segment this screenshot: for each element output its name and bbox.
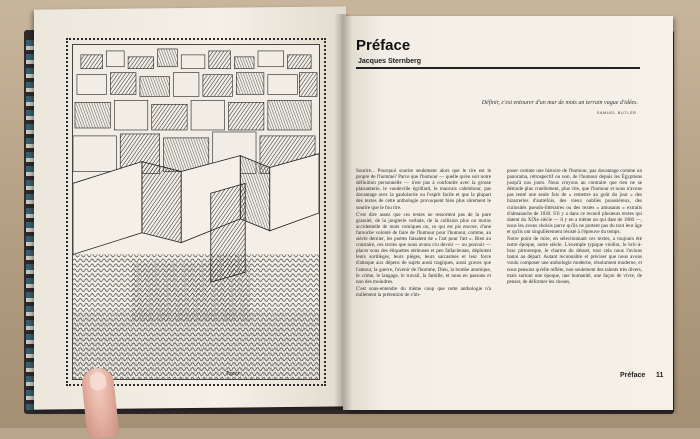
illustration <box>72 44 320 380</box>
text-column-right <box>507 168 642 286</box>
page-number: 11 <box>656 372 664 379</box>
paragraph: Notre point de mire, en sélectionnant ces textes, a toujours été notre époque, notre siècle. L'exemple typique vieillot, le bric-à-brac pittoresque, le charme du désuet, tout cela nous l'avions banni au départ. Autant reconnaître et préciser que nous avons voulu composer une anthologie moderne, résolument moderne, et nous pensons qu'elle reflète, non seulement des talents très divers, mais surtout une époque, une humanité, une façon de vivre, de penser, de déformer les choses, <box>507 236 642 285</box>
paragraph: C'est sous-entendre du même coup que cette anthologie n'a nullement la prétention de s'im- <box>356 285 491 298</box>
epigraph: Définir, c'est entourer d'un mur de mots un terrain vague d'idées. <box>481 100 638 106</box>
city-drawing <box>73 45 319 379</box>
paragraph: Sourire... Pourquoi sourire seulement alors que le rire est le propre de l'homme? Parce que l'humour — quelle qu'en soit notre définition personnelle — n'est pas à confondre avec la grosse plaisanterie, le vaudeville égrillard, le mauvais calembour, pas davantage avec la gauloiserie ou l'esprit facile et que la plupart des textes de cette anthologie provoquent bien plus sûrement le sourire que le fou rire. <box>356 168 491 211</box>
author-name: Jacques Sternberg <box>358 58 422 65</box>
page-title: Préface <box>356 37 411 54</box>
title-rule <box>356 67 640 69</box>
epigraph-source: SAMUEL BUTLER. <box>596 110 638 115</box>
illustration-frame <box>66 38 326 386</box>
paragraph: C'est dire assez que ces textes ne ressortent pas de la pure gratuité, de la jonglerie verbale, de la collision plus ou moins accidentelle de mots comiques ou, ce qui est pis encore, d'une farouche volonté de faire de l'humour pour l'humour, comme, au siècle dernier, les poètes faisaient de « l'art pour l'art ». Bien au contraire, ces textes que nous avons cru devoir — ou pouvoir — placer sous des étiquettes sérieuses et peu fallacieuses, déploient leurs sortilèges, leurs pièges, leurs sarcasmes et leur force d'attaque aux dépens de sujets aussi tragiques, aussi graves que l'amour, la guerre, l'avenir de l'homme, Dieu, la bombe atomique, le crime, le langage, le travail, la famille, et nous en passons et non des moindres. <box>356 211 491 285</box>
book-gutter <box>334 14 352 410</box>
text-column-left <box>356 168 491 299</box>
illustration-signature: Topor <box>226 371 240 377</box>
paragraph: poser comme une histoire de l'humour, pas davantage comme un panorama, rétrospectif ou non, de l'humour depuis les Égyptiens jusqu'à nos jours. Nous croyons au contraire que rien ne se démode plus cruellement, plus vite, que l'humour et nous n'avons pas tenté une seule fois de « remettre au goût du jour » des bizarreries d'autrefois, des vieux oubliés poussiéreux, des curiosités pseudo-littéraires ou des textes « amusants » extraits d'almanachs de 1830. S'il y a dans ce recueil plusieurs textes qui datent du XIXe siècle — il y en a même un qui date de 1860 —, nous les avons choisis parce qu'ils ne portent pas du tout leur âge et qu'ils ont singulièrement résisté à l'épreuve du temps. <box>507 168 642 235</box>
running-footer: Préface <box>620 372 646 379</box>
